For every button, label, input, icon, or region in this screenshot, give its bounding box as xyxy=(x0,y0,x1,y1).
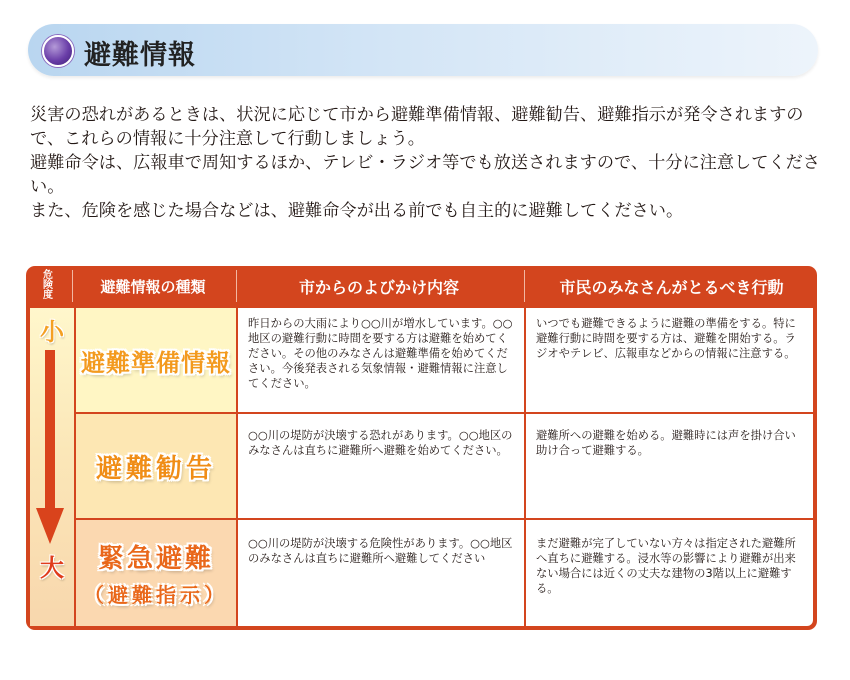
danger-small-label: 小 xyxy=(40,318,64,346)
header-city-call: 市からのよびかけ内容 xyxy=(298,277,459,297)
call-cell-1: 昨日からの大雨により○○川が増水しています。○○地区の避難行動に時間を要する方は避難を始めてください。その他のみなさんは避難準備を始めてください。今後発表される気象情報・避難情報に注意してください。 xyxy=(238,308,524,412)
kind-cell-1 xyxy=(76,308,236,412)
call-cell-3: ○○川の堤防が決壊する危険性があります。○○地区のみなさんは直ちに避難所へ避難してください xyxy=(238,520,524,626)
header-danger-char-2: 険 xyxy=(43,280,53,291)
intro-paragraph-1: 災害の恐れがあるときは、状況に応じて市から避難準備情報、避難勧告、避難指示が発令されますので、これらの情報に十分注意して行動しましょう。 xyxy=(30,105,804,149)
kind-label: 避難準備情報 xyxy=(81,348,231,377)
evacuation-table xyxy=(26,266,817,630)
header-divider xyxy=(524,270,525,302)
intro-text xyxy=(30,103,820,223)
section-title: 避難情報 xyxy=(84,40,196,71)
header-divider xyxy=(72,270,73,302)
kind-label: 緊急避難 xyxy=(97,544,214,574)
action-cell-3: まだ避難が完了していない方々は指定された避難所へ直ちに避難する。浸水等の影響により避難が出来ない場合には近くの丈夫な建物の3階以上に避難する。 xyxy=(526,520,813,626)
kind-label: 避難勧告 xyxy=(95,453,216,484)
section-header xyxy=(28,24,818,76)
call-cell-2: ○○川の堤防が決壊する恐れがあります。○○地区のみなさんは直ちに避難所へ避難を始めてください。 xyxy=(238,414,524,518)
header-danger-char-3: 度 xyxy=(43,290,53,301)
kind-sublabel: （避難指示） xyxy=(84,583,228,607)
header-danger-char-1: 危 xyxy=(43,270,53,281)
header-info-type: 避難情報の種類 xyxy=(100,277,206,296)
circle-bullet-icon xyxy=(42,35,74,67)
kind-cell-2 xyxy=(76,414,236,518)
header-citizen-action: 市民のみなさんがとるべき行動 xyxy=(559,277,784,297)
action-cell-2: 避難所への避難を始める。避難時には声を掛け合い助け合って避難する。 xyxy=(526,414,813,518)
action-cell-1: いつでも避難できるように避難の準備をする。特に避難行動に時間を要する方は、避難を開始する。ラジオやテレビ、広報車などからの情報に注意する。 xyxy=(526,308,813,412)
intro-paragraph-3: また、危険を感じた場合などは、避難命令が出る前でも自主的に避難してください。 xyxy=(30,201,684,221)
danger-level-column xyxy=(30,308,74,626)
intro-paragraph-2: 避難命令は、広報車で周知するほか、テレビ・ラジオ等でも放送されますので、十分に注意してください。 xyxy=(30,153,820,197)
kind-cell-3 xyxy=(76,520,236,626)
header-danger-level xyxy=(26,266,70,306)
danger-big-label: 大 xyxy=(40,554,64,582)
